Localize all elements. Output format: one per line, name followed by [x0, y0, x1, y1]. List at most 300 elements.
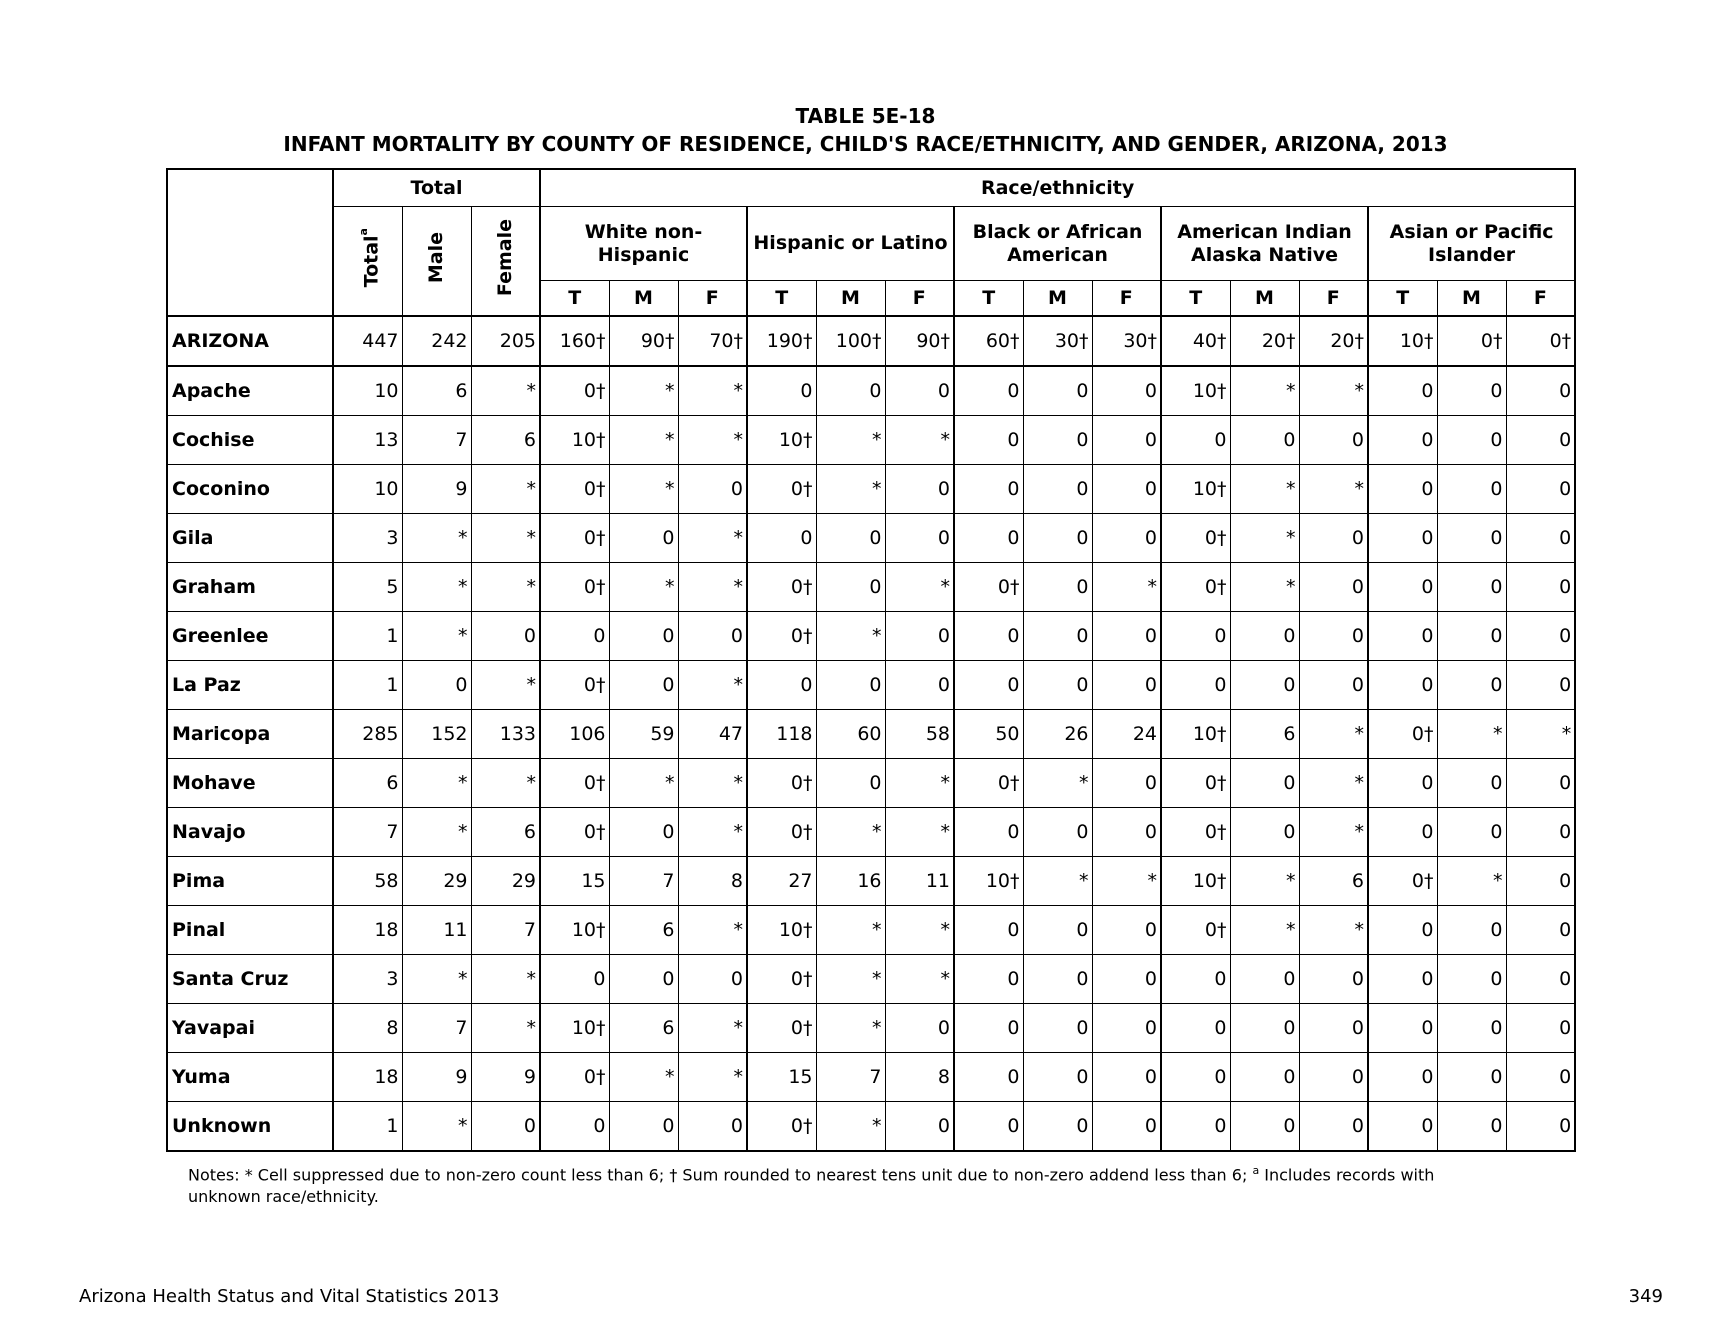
table-cell: *	[885, 808, 954, 857]
table-cell: 0	[1230, 661, 1299, 710]
table-cell: 0	[1092, 661, 1161, 710]
table-cell: 0	[678, 1102, 747, 1152]
table-cell: 285	[333, 710, 402, 759]
tmf-header: F	[1299, 281, 1368, 317]
table-cell: 0	[1368, 808, 1437, 857]
table-cell: 0†	[540, 808, 609, 857]
table-cell: *	[1092, 563, 1161, 612]
tmf-header: F	[885, 281, 954, 317]
table-cell: *	[678, 808, 747, 857]
table-cell: 50	[954, 710, 1023, 759]
table-cell: *	[402, 955, 471, 1004]
table-cell: 9	[402, 1053, 471, 1102]
table-row	[167, 906, 1575, 955]
table-cell: 0	[954, 1004, 1023, 1053]
table-cell: 0†	[1161, 514, 1230, 563]
tmf-header: M	[609, 281, 678, 317]
table-cell: 0†	[747, 1102, 816, 1152]
table-cell: 0	[1092, 366, 1161, 416]
table-cell: *	[816, 416, 885, 465]
table-cell: 133	[471, 710, 540, 759]
table-cell: 0	[1437, 366, 1506, 416]
row-label: Greenlee	[167, 612, 333, 661]
table-cell: 0	[1023, 514, 1092, 563]
table-cell: 0	[471, 612, 540, 661]
table-cell: 0†	[540, 1053, 609, 1102]
table-cell: *	[885, 416, 954, 465]
table-cell: 0	[1437, 1053, 1506, 1102]
table-cell: *	[1230, 857, 1299, 906]
table-row	[167, 857, 1575, 906]
table-cell: 0	[885, 514, 954, 563]
table-cell: 27	[747, 857, 816, 906]
tmf-header: F	[1506, 281, 1575, 317]
table-cell: 0	[954, 955, 1023, 1004]
table-cell: 0	[885, 661, 954, 710]
table-cell: 0	[1368, 366, 1437, 416]
table-cell: 15	[747, 1053, 816, 1102]
row-label: Navajo	[167, 808, 333, 857]
table-cell: 0	[1368, 465, 1437, 514]
table-cell: 0†	[1161, 563, 1230, 612]
table-cell: 0	[1023, 366, 1092, 416]
table-cell: 10†	[540, 1004, 609, 1053]
table-row	[167, 1004, 1575, 1053]
table-cell: 0	[1437, 759, 1506, 808]
race-group-header: Race/ethnicity	[540, 169, 1575, 207]
table-cell: 6	[609, 1004, 678, 1053]
row-label: Yavapai	[167, 1004, 333, 1053]
table-row	[167, 759, 1575, 808]
table-cell: 0	[954, 514, 1023, 563]
table-cell: 10	[333, 465, 402, 514]
race-header-asian: Asian or Pacific Islander	[1368, 207, 1575, 281]
table-cell: 100†	[816, 316, 885, 366]
table-cell: 0	[540, 955, 609, 1004]
table-cell: *	[816, 906, 885, 955]
table-cell: 1	[333, 612, 402, 661]
table-cell: 0	[1161, 612, 1230, 661]
table-cell: 9	[402, 465, 471, 514]
tmf-header: M	[1437, 281, 1506, 317]
table-cell: 0†	[540, 661, 609, 710]
table-cell: 0	[954, 416, 1023, 465]
table-cell: 0	[1506, 906, 1575, 955]
table-cell: 0	[609, 1102, 678, 1152]
total-column-header: Total$^a$	[333, 207, 402, 317]
table-cell: 0	[1299, 514, 1368, 563]
table-cell: 0	[402, 661, 471, 710]
table-cell: 0	[678, 955, 747, 1004]
table-cell: 10†	[954, 857, 1023, 906]
table-cell: 30†	[1092, 316, 1161, 366]
table-cell: 58	[333, 857, 402, 906]
table-cell: 0	[1092, 612, 1161, 661]
table-cell: 0	[1437, 514, 1506, 563]
table-cell: 0	[954, 612, 1023, 661]
table-cell: 0	[1299, 955, 1368, 1004]
table-cell: *	[1230, 465, 1299, 514]
table-cell: 58	[885, 710, 954, 759]
table-cell: 0	[1437, 612, 1506, 661]
table-cell: *	[402, 563, 471, 612]
table-cell: *	[471, 759, 540, 808]
table-row	[167, 465, 1575, 514]
table-cell: 40†	[1161, 316, 1230, 366]
table-cell: 6	[1230, 710, 1299, 759]
table-row	[167, 808, 1575, 857]
table-cell: 0	[609, 808, 678, 857]
table-cell: 0	[1023, 465, 1092, 514]
table-cell: *	[678, 661, 747, 710]
table-cell: 0	[1023, 416, 1092, 465]
table-cell: *	[678, 1004, 747, 1053]
table-row	[167, 316, 1575, 366]
table-cell: 0	[1230, 759, 1299, 808]
table-cell: 242	[402, 316, 471, 366]
table-cell: 0†	[540, 759, 609, 808]
table-cell: *	[1437, 857, 1506, 906]
table-cell: 10†	[540, 906, 609, 955]
table-cell: 10†	[747, 906, 816, 955]
table-cell: 1	[333, 1102, 402, 1152]
table-cell: 0	[1161, 955, 1230, 1004]
tmf-header: F	[1092, 281, 1161, 317]
table-cell: *	[402, 514, 471, 563]
table-cell: 18	[333, 1053, 402, 1102]
table-cell: 0	[1161, 1004, 1230, 1053]
table-row	[167, 955, 1575, 1004]
table-cell: 0	[1092, 808, 1161, 857]
table-cell: 20†	[1230, 316, 1299, 366]
table-row	[167, 514, 1575, 563]
table-cell: 3	[333, 955, 402, 1004]
table-cell: *	[471, 955, 540, 1004]
tmf-header: M	[1230, 281, 1299, 317]
table-cell: 0	[1506, 661, 1575, 710]
table-cell: 6	[1299, 857, 1368, 906]
table-cell: 1	[333, 661, 402, 710]
table-cell: 0	[954, 661, 1023, 710]
table-cell: 47	[678, 710, 747, 759]
table-cell: 9	[471, 1053, 540, 1102]
table-cell: 0	[1437, 808, 1506, 857]
table-cell: *	[678, 366, 747, 416]
table-cell: 0	[954, 808, 1023, 857]
table-cell: *	[1299, 808, 1368, 857]
table-cell: 7	[816, 1053, 885, 1102]
total-group-header: Total	[333, 169, 540, 207]
table-cell: *	[1230, 906, 1299, 955]
infant-mortality-table	[166, 168, 1576, 1152]
table-cell: 0	[1368, 563, 1437, 612]
table-cell: 26	[1023, 710, 1092, 759]
row-label: Coconino	[167, 465, 333, 514]
table-cell: 0†	[1368, 857, 1437, 906]
table-cell: *	[609, 1053, 678, 1102]
table-cell: 0†	[747, 465, 816, 514]
table-cell: 0†	[1161, 906, 1230, 955]
table-cell: 0	[1230, 612, 1299, 661]
table-cell: *	[1230, 366, 1299, 416]
table-cell: *	[1299, 710, 1368, 759]
table-cell: 6	[402, 366, 471, 416]
table-cell: 0	[678, 465, 747, 514]
table-cell: 0†	[747, 955, 816, 1004]
table-cell: 0	[609, 661, 678, 710]
tmf-header: F	[678, 281, 747, 317]
table-cell: 160†	[540, 316, 609, 366]
table-cell: *	[816, 1004, 885, 1053]
table-cell: *	[1230, 563, 1299, 612]
table-cell: 0	[1161, 1053, 1230, 1102]
row-label: Gila	[167, 514, 333, 563]
table-cell: 0	[1092, 1102, 1161, 1152]
table-cell: 0†	[747, 1004, 816, 1053]
row-label: Maricopa	[167, 710, 333, 759]
table-cell: *	[678, 759, 747, 808]
table-cell: 0	[1023, 661, 1092, 710]
corner-header	[167, 169, 333, 316]
table-cell: 0	[1506, 514, 1575, 563]
table-cell: 7	[471, 906, 540, 955]
table-cell: *	[885, 759, 954, 808]
table-cell: 10	[333, 366, 402, 416]
table-cell: 0	[1506, 1004, 1575, 1053]
table-row	[167, 710, 1575, 759]
table-cell: 15	[540, 857, 609, 906]
table-cell: 30†	[1023, 316, 1092, 366]
row-label: Apache	[167, 366, 333, 416]
table-number: TABLE 5E-18	[795, 104, 936, 128]
table-cell: 0	[1299, 612, 1368, 661]
table-cell: *	[816, 808, 885, 857]
table-cell: 10†	[1161, 710, 1230, 759]
table-cell: 0	[1437, 563, 1506, 612]
table-cell: 7	[402, 416, 471, 465]
table-cell: 0†	[540, 465, 609, 514]
table-cell: *	[609, 416, 678, 465]
table-cell: 0	[609, 955, 678, 1004]
row-label: Pima	[167, 857, 333, 906]
table-cell: 0	[1368, 661, 1437, 710]
table-cell: 10†	[1161, 465, 1230, 514]
table-cell: *	[678, 514, 747, 563]
table-cell: *	[1506, 710, 1575, 759]
table-cell: 0	[1230, 808, 1299, 857]
race-header-black: Black or African American	[954, 207, 1161, 281]
table-cell: 0	[954, 1102, 1023, 1152]
table-cell: 0	[1506, 416, 1575, 465]
table-cell: 0	[1437, 906, 1506, 955]
table-cell: 0†	[540, 514, 609, 563]
table-cell: 0	[1506, 955, 1575, 1004]
table-cell: 0	[471, 1102, 540, 1152]
table-cell: 0	[1368, 612, 1437, 661]
table-cell: 0	[1299, 1004, 1368, 1053]
table-cell: 11	[885, 857, 954, 906]
table-cell: 0	[1437, 1102, 1506, 1152]
table-caption: INFANT MORTALITY BY COUNTY OF RESIDENCE, CHILD'S RACE/ETHNICITY, AND GENDER, ARIZONA, 2013	[283, 132, 1448, 156]
table-cell: *	[471, 563, 540, 612]
table-row	[167, 1053, 1575, 1102]
table-cell: 0	[1023, 1053, 1092, 1102]
table-cell: 60†	[954, 316, 1023, 366]
table-cell: 60	[816, 710, 885, 759]
table-cell: 0	[1368, 416, 1437, 465]
table-cell: *	[885, 906, 954, 955]
table-row	[167, 416, 1575, 465]
table-cell: *	[609, 563, 678, 612]
table-cell: 0	[1506, 1053, 1575, 1102]
table-cell: 11	[402, 906, 471, 955]
table-cell: *	[1299, 759, 1368, 808]
row-label: Mohave	[167, 759, 333, 808]
table-cell: *	[609, 759, 678, 808]
table-cell: *	[678, 563, 747, 612]
table-cell: 0†	[1368, 710, 1437, 759]
table-cell: 0†	[1161, 808, 1230, 857]
table-cell: *	[1092, 857, 1161, 906]
table-cell: 0	[747, 366, 816, 416]
table-cell: 0	[1161, 416, 1230, 465]
table-cell: 0	[1368, 514, 1437, 563]
table-cell: 0	[816, 759, 885, 808]
table-cell: 90†	[885, 316, 954, 366]
table-cell: 0	[1506, 1102, 1575, 1152]
table-cell: *	[402, 1102, 471, 1152]
table-cell: *	[1437, 710, 1506, 759]
row-label: Graham	[167, 563, 333, 612]
row-label: Cochise	[167, 416, 333, 465]
table-cell: 0	[1161, 1102, 1230, 1152]
table-cell: 190†	[747, 316, 816, 366]
table-cell: 118	[747, 710, 816, 759]
race-header-american-indian: American Indian Alaska Native	[1161, 207, 1368, 281]
table-cell: *	[816, 1102, 885, 1152]
table-cell: 0	[1092, 1004, 1161, 1053]
table-cell: 0	[885, 1102, 954, 1152]
table-cell: 0	[885, 366, 954, 416]
table-cell: *	[1230, 514, 1299, 563]
table-cell: 0	[1437, 661, 1506, 710]
table-cell: 0	[1092, 465, 1161, 514]
table-cell: 0	[678, 612, 747, 661]
table-cell: *	[1299, 906, 1368, 955]
table-cell: *	[678, 1053, 747, 1102]
table-cell: *	[885, 955, 954, 1004]
table-cell: *	[471, 1004, 540, 1053]
table-cell: 0	[1299, 1102, 1368, 1152]
tmf-header: T	[540, 281, 609, 317]
table-cell: 0†	[747, 612, 816, 661]
table-cell: 0	[1368, 759, 1437, 808]
table-cell: *	[678, 416, 747, 465]
table-cell: 29	[471, 857, 540, 906]
table-cell: 0	[954, 1053, 1023, 1102]
row-label: ARIZONA	[167, 316, 333, 366]
table-cell: 0	[816, 366, 885, 416]
table-cell: 7	[609, 857, 678, 906]
table-cell: 10†	[747, 416, 816, 465]
table-title	[0, 102, 1731, 158]
table-cell: *	[678, 906, 747, 955]
table-cell: 0	[1023, 906, 1092, 955]
table-cell: 0	[1092, 416, 1161, 465]
row-label: La Paz	[167, 661, 333, 710]
race-header-white: White non-Hispanic	[540, 207, 747, 281]
table-cell: 70†	[678, 316, 747, 366]
table-cell: *	[816, 465, 885, 514]
table-cell: *	[471, 514, 540, 563]
tmf-header: M	[1023, 281, 1092, 317]
table-cell: 0	[816, 661, 885, 710]
table-cell: *	[402, 759, 471, 808]
table-cell: 7	[333, 808, 402, 857]
table-cell: 0	[1506, 612, 1575, 661]
table-cell: 6	[471, 416, 540, 465]
table-cell: *	[609, 366, 678, 416]
table-cell: 0	[1506, 465, 1575, 514]
table-cell: 0†	[747, 759, 816, 808]
table-cell: *	[471, 465, 540, 514]
table-cell: 0	[1506, 563, 1575, 612]
table-cell: 8	[678, 857, 747, 906]
table-cell: 0†	[1506, 316, 1575, 366]
table-cell: 0	[1437, 465, 1506, 514]
table-cell: 152	[402, 710, 471, 759]
table-cell: 0†	[747, 563, 816, 612]
table-cell: 0	[1230, 1102, 1299, 1152]
table-cell: 6	[333, 759, 402, 808]
table-cell: 0	[816, 563, 885, 612]
table-cell: 0	[1368, 906, 1437, 955]
table-cell: 7	[402, 1004, 471, 1053]
table-cell: *	[471, 366, 540, 416]
table-cell: 0†	[540, 563, 609, 612]
table-cell: 0	[1230, 416, 1299, 465]
table-cell: 0	[885, 465, 954, 514]
table-cell: 0	[1368, 1004, 1437, 1053]
table-cell: 24	[1092, 710, 1161, 759]
race-header-hispanic: Hispanic or Latino	[747, 207, 954, 281]
table-cell: 0	[1023, 563, 1092, 612]
table-cell: 205	[471, 316, 540, 366]
tmf-header: M	[816, 281, 885, 317]
table-cell: *	[402, 808, 471, 857]
table-cell: *	[1023, 759, 1092, 808]
table-cell: 0	[1437, 416, 1506, 465]
table-cell: 0	[1023, 808, 1092, 857]
table-cell: *	[816, 612, 885, 661]
table-cell: 0	[1299, 416, 1368, 465]
table-cell: 0	[1092, 955, 1161, 1004]
table-cell: 0	[1437, 955, 1506, 1004]
row-label: Pinal	[167, 906, 333, 955]
table-cell: *	[402, 612, 471, 661]
table-cell: 10†	[540, 416, 609, 465]
table-cell: 0	[1368, 1053, 1437, 1102]
table-cell: 0	[1299, 563, 1368, 612]
table-cell: 3	[333, 514, 402, 563]
table-cell: 0	[885, 612, 954, 661]
table-cell: 0	[1023, 1004, 1092, 1053]
table-row	[167, 563, 1575, 612]
table-row	[167, 366, 1575, 416]
table-cell: 0†	[1437, 316, 1506, 366]
female-column-header: Female	[471, 207, 540, 317]
table-cell: 0	[1092, 1053, 1161, 1102]
